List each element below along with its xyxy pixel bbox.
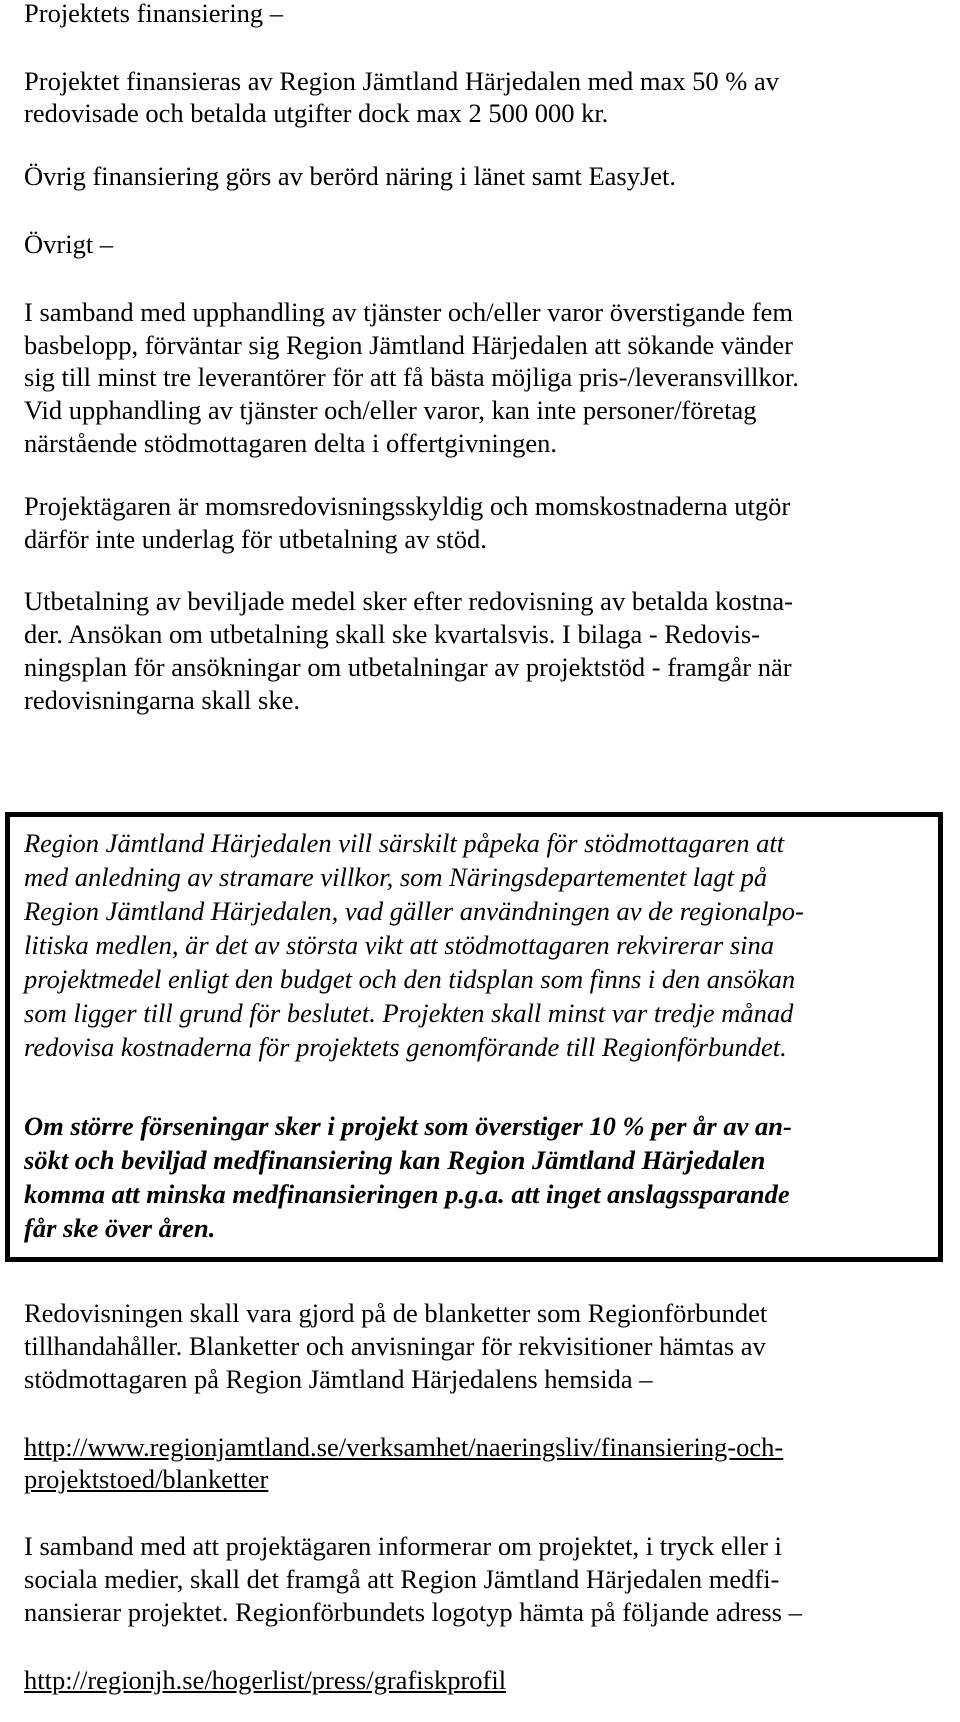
notice-bold-line: sökt och beviljad medfinansiering kan Region Jämtland Härjedalen (24, 1145, 766, 1175)
graphic-profile-link[interactable]: http://regionjh.se/hogerlist/press/grafiskprofil (24, 1665, 507, 1695)
notice-italic-line: redovisa kostnaderna för projektets genomförande till Regionförbundet. (24, 1032, 787, 1062)
notice-italic-line: Region Jämtland Härjedalen, vad gäller användningen av de regionalpo- (24, 896, 804, 926)
financing-other-text: Övrig finansiering görs av berörd näring i länet samt EasyJet. (24, 161, 677, 191)
publicity-text-line: sociala medier, skall det framgå att Region Jämtland Härjedalen medfi- (24, 1564, 780, 1594)
payment-text-line: redovisningarna skall ske. (24, 685, 300, 715)
procurement-text-line: sig till minst tre leverantörer för att få bästa möjliga pris-/leveransvillkor. (24, 362, 799, 392)
notice-bold-line: får ske över åren. (24, 1213, 216, 1243)
notice-bold-line: komma att minska medfinansieringen p.g.a. att inget anslagssparande (24, 1179, 790, 1209)
other-heading: Övrigt – (24, 229, 114, 259)
notice-italic-line: med anledning av stramare villkor, som Näringsdepartementet lagt på (24, 862, 768, 892)
procurement-text-line: basbelopp, förväntar sig Region Jämtland Härjedalen att sökande vänder (24, 330, 793, 360)
publicity-text-line: nansierar projektet. Regionförbundets logotyp hämta på följande adress – (24, 1597, 802, 1627)
vat-text-line: därför inte underlag för utbetalning av stöd. (24, 524, 487, 554)
reporting-text-line: stödmottagaren på Region Jämtland Härjedalens hemsida – (24, 1364, 653, 1394)
vat-text-line: Projektägaren är momsredovisningsskyldig och momskostnaderna utgör (24, 491, 791, 521)
financing-text-line: Projektet finansieras av Region Jämtland Härjedalen med max 50 % av (24, 66, 780, 96)
blanketter-link-continued[interactable]: projektstoed/blanketter (24, 1464, 269, 1494)
procurement-text-line: närstående stödmottagaren delta i offertgivningen. (24, 428, 558, 458)
procurement-text-line: I samband med upphandling av tjänster och/eller varor överstigande fem (24, 297, 793, 327)
financing-text-line: redovisade och betalda utgifter dock max 2 500 000 kr. (24, 98, 609, 128)
notice-bold-line: Om större förseningar sker i projekt som överstiger 10 % per år av an- (24, 1111, 792, 1141)
procurement-text-line: Vid upphandling av tjänster och/eller varor, kan inte personer/företag (24, 395, 757, 425)
payment-text-line: ningsplan för ansökningar om utbetalningar av projektstöd - framgår när (24, 652, 792, 682)
notice-italic-line: litiska medlen, är det av största vikt att stödmottagaren rekvirerar sina (24, 930, 775, 960)
publicity-text-line: I samband med att projektägaren informerar om projektet, i tryck eller i (24, 1531, 782, 1561)
reporting-text-line: tillhandahåller. Blanketter och anvisningar för rekvisitioner hämtas av (24, 1331, 766, 1361)
notice-italic-line: som ligger till grund för beslutet. Projekten skall minst var tredje månad (24, 998, 794, 1028)
payment-text-line: Utbetalning av beviljade medel sker efter redovisning av betalda kostna- (24, 586, 793, 616)
reporting-text-line: Redovisningen skall vara gjord på de blanketter som Regionförbundet (24, 1298, 768, 1328)
notice-italic-line: projektmedel enligt den budget och den tidsplan som finns i den ansökan (24, 964, 796, 994)
payment-text-line: der. Ansökan om utbetalning skall ske kvartalsvis. I bilaga - Redovis- (24, 619, 760, 649)
notice-italic-line: Region Jämtland Härjedalen vill särskilt påpeka för stödmottagaren att (24, 828, 785, 858)
blanketter-link[interactable]: http://www.regionjamtland.se/verksamhet/naeringsliv/finansiering-och- (24, 1432, 784, 1462)
financing-heading: Projektets finansiering – (24, 0, 284, 28)
